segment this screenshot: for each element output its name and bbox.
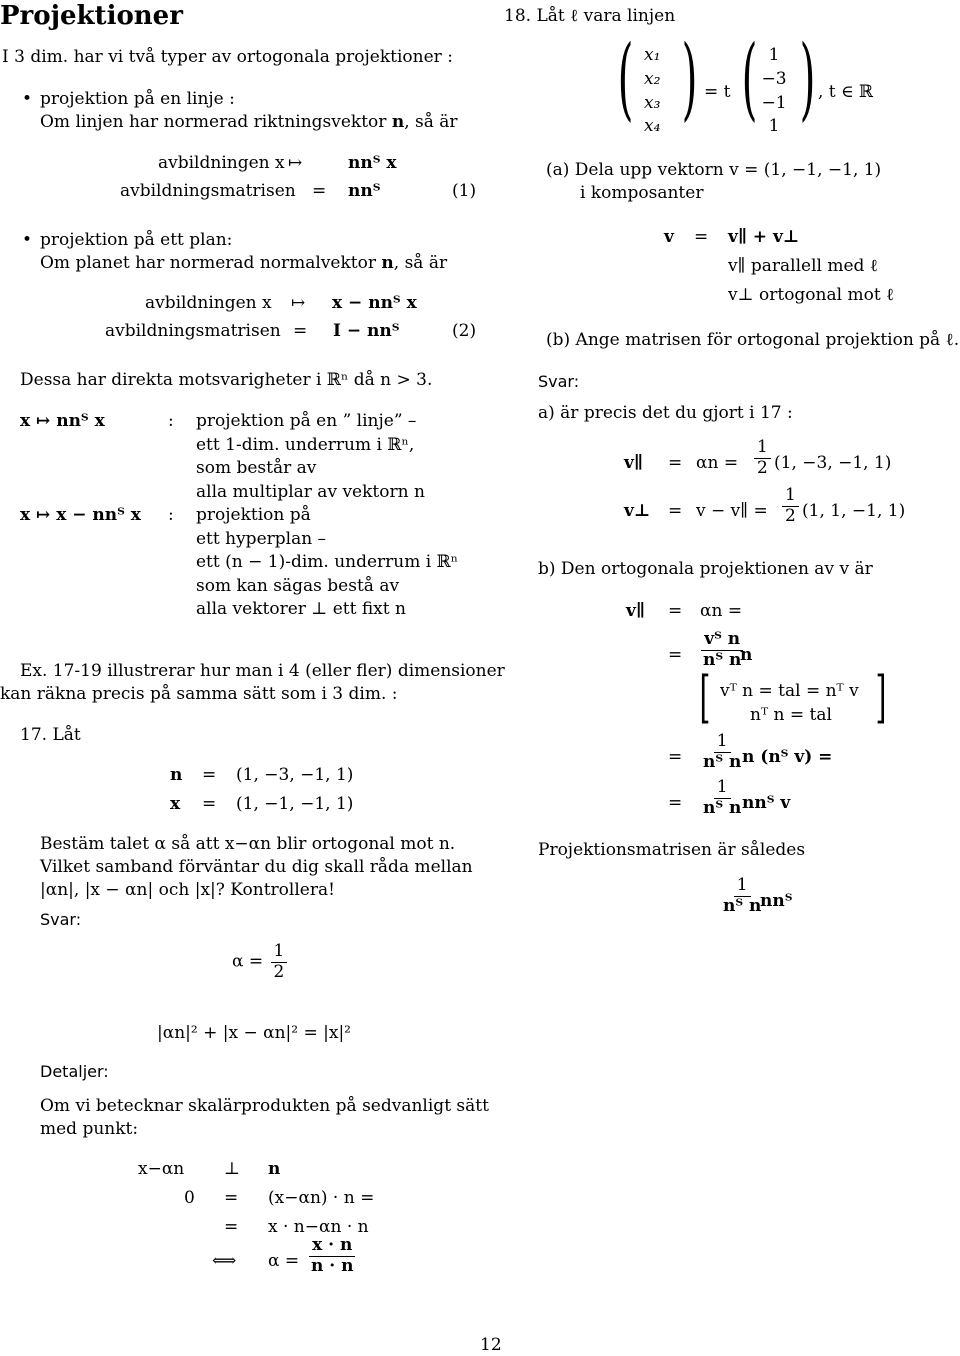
proj-row-2: = $\frac{\text{vᵀ n}}{\text{nᵀ n}}$ n — [668, 629, 753, 670]
proj-row-3: = $\frac{1}{\text{nᵀ n}}$ n (nᵀ v) = — [668, 731, 833, 772]
p17-task-2: Vilket samband förväntar du dig skall råda mellan — [40, 857, 473, 877]
bullet-plane-head: • projektion på ett plan: — [40, 229, 232, 251]
problem-17-head: 17. Låt — [20, 725, 81, 745]
svar-label-17: Svar: — [40, 910, 82, 929]
p17-task-3: |αn|, |x − αn| och |x|? Kontrollera! — [40, 880, 335, 900]
intro-text: I 3 dim. har vi två typer av ortogonala projektioner : — [2, 47, 453, 67]
svar-label-18: Svar: — [538, 372, 580, 391]
decomp-row-2: v∥ parallell med ℓ — [728, 256, 878, 276]
dessa-text: Dessa har direkta motsvarigheter i ℝⁿ då n > 3. — [20, 370, 433, 390]
decomp-row-3: v⊥ ortogonal mot ℓ — [728, 285, 895, 305]
detaljer-label: Detaljer: — [40, 1062, 109, 1081]
map2-colon: : — [168, 505, 174, 525]
detaljer-text-1: Om vi betecknar skalärprodukten på sedvanligt sätt — [40, 1096, 489, 1116]
proj-row-4: = $\frac{1}{\text{nᵀ n}}$ nnᵀ v — [668, 777, 791, 818]
bullet-plane-text: Om planet har normerad normalvektor n, så är — [40, 253, 448, 273]
part-a-text-2: i komposanter — [580, 183, 704, 203]
line-param-equation: ( x₁ x₂ x₃ x₄ ) = t ( 1 −3 −1 1 ) , t ∈ ℝ — [617, 26, 874, 137]
map2-lhs: x ↦ x − nnᵀ x — [20, 505, 141, 525]
part-a-text-1: (a) Dela upp vektorn v = (1, −1, −1, 1) — [546, 160, 882, 180]
p17-task-1: Bestäm talet α så att x−αn blir ortogonal mot n. — [40, 834, 456, 854]
answer-b-text: b) Den ortogonala projektionen av v är — [538, 559, 873, 579]
page-number: 12 — [480, 1335, 502, 1355]
answer-a-text: a) är precis det du gjort i 17 : — [538, 403, 793, 423]
alpha-answer: α = $\frac{1}{2}$ — [232, 942, 289, 982]
map1-lhs: x ↦ nnᵀ x — [20, 411, 105, 431]
eq-label-2: (2) — [452, 321, 477, 341]
vperp-equation: v⊥ = v − v∥ = $\frac{1}{2}$ (1, 1, −1, 1) — [624, 485, 906, 526]
bullet-line-projection-text: Om linjen har normerad riktningsvektor n, så är — [40, 112, 458, 132]
proj-matrix-text: Projektionsmatrisen är således — [538, 840, 806, 860]
part-b-text: (b) Ange matrisen för ortogonal projektion på ℓ. — [546, 330, 960, 350]
final-projection-matrix: $\frac{1}{\text{nᵀ n}}$ nnᵀ — [723, 875, 793, 916]
example-intro-2: kan räkna precis på samma sätt som i 3 dim. : — [0, 684, 398, 704]
n-symbol: n — [391, 112, 405, 132]
bracket-note: [ vᵀ n = tal = nᵀ v nᵀ n = tal ] — [699, 665, 887, 730]
problem-18-head: 18. Låt ℓ vara linjen — [504, 6, 676, 26]
map1-description: projektion på en ” linje” – ett 1-dim. underrum i ℝⁿ, som består av alla multiplar av vektorn n — [196, 411, 425, 502]
norm-identity: |αn|² + |x − αn|² = |x|² — [157, 1023, 351, 1043]
eq-label-1: (1) — [452, 181, 477, 201]
detaljer-text-2: med punkt: — [40, 1119, 139, 1139]
vpar-equation: v∥ = αn = $\frac{1}{2}$ (1, −3, −1, 1) — [624, 437, 892, 478]
example-intro-1: Ex. 17-19 illustrerar hur man i 4 (eller fler) dimensioner — [20, 661, 505, 681]
page-title: Projektioner — [0, 1, 183, 31]
map2-description: projektion på ett hyperplan – ett (n − 1)-dim. underrum i ℝⁿ som kan sägas bestå av alla vektorer ⊥ ett fixt n — [196, 505, 459, 619]
map1-colon: : — [168, 411, 174, 431]
bullet-line-projection-head: • projektion på en linje : — [40, 88, 235, 110]
